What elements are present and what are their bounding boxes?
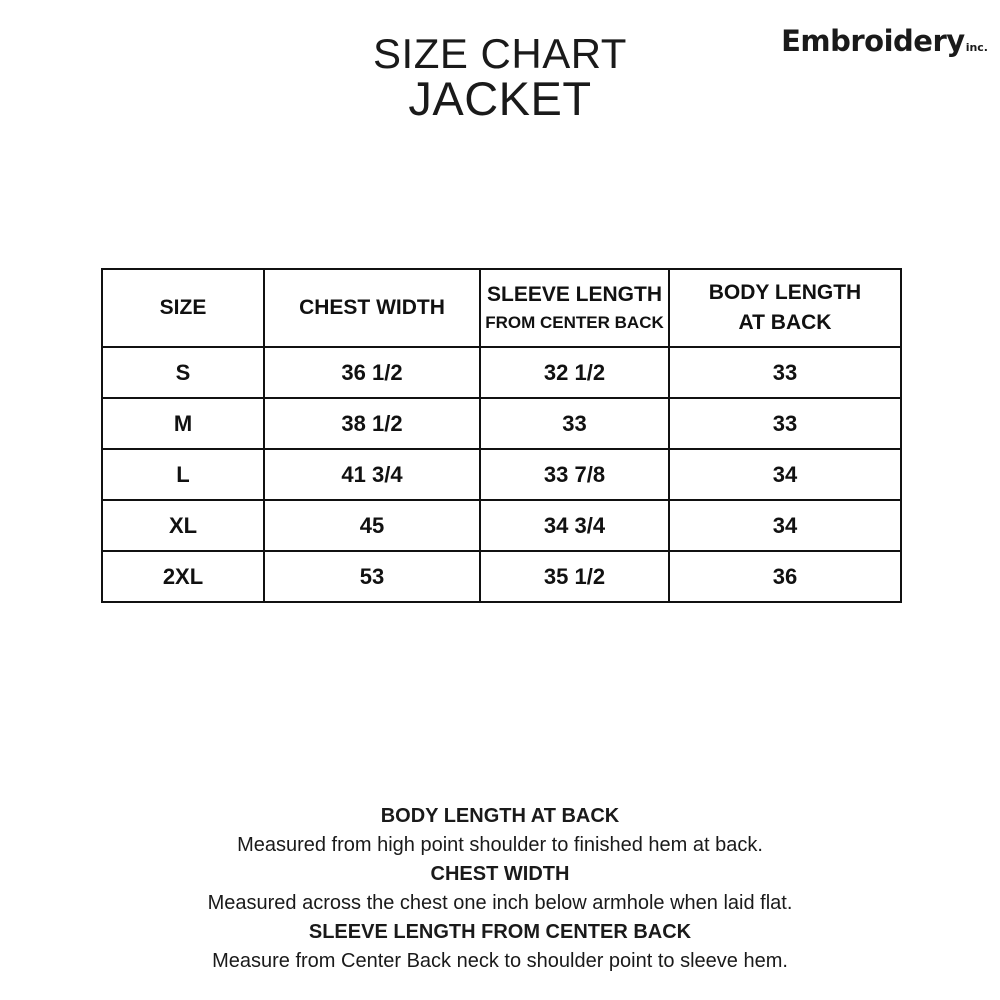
table-row xyxy=(102,449,901,500)
cell-chest-width: 36 1/2 xyxy=(264,347,480,398)
table-header-row xyxy=(102,269,901,347)
cell-sleeve-length: 32 1/2 xyxy=(480,347,669,398)
table-row xyxy=(102,551,901,602)
measurement-notes xyxy=(0,802,1000,976)
note-heading-chest-width: CHEST WIDTH xyxy=(430,863,570,885)
size-chart-table xyxy=(101,268,902,603)
note-heading-sleeve-length: SLEEVE LENGTH FROM CENTER BACK xyxy=(308,921,692,943)
cell-body-length: 33 xyxy=(669,398,901,449)
page-title: SIZE CHART xyxy=(373,30,627,77)
note-text-sleeve-length: Measure from Center Back neck to shoulder point to sleeve hem. xyxy=(212,950,788,972)
brand-logo xyxy=(781,24,988,58)
page-subtitle: JACKET xyxy=(408,72,592,125)
header-body-length-sub: AT BACK xyxy=(738,311,832,334)
table-row xyxy=(102,347,901,398)
header-chest-width: CHEST WIDTH xyxy=(264,269,480,347)
header-body-length: BODY LENGTH AT BACK xyxy=(669,269,901,347)
cell-body-length: 34 xyxy=(669,449,901,500)
cell-chest-width: 53 xyxy=(264,551,480,602)
note-heading-body-length: BODY LENGTH AT BACK xyxy=(380,805,620,827)
cell-chest-width: 38 1/2 xyxy=(264,398,480,449)
note-text-body-length: Measured from high point shoulder to finished hem at back. xyxy=(237,834,763,856)
logo-text: Embroidery xyxy=(781,24,965,58)
header-sleeve-length: SLEEVE LENGTH FROM CENTER BACK xyxy=(480,269,669,347)
cell-size: S xyxy=(102,347,264,398)
cell-chest-width: 41 3/4 xyxy=(264,449,480,500)
cell-sleeve-length: 33 7/8 xyxy=(480,449,669,500)
cell-size: M xyxy=(102,398,264,449)
cell-body-length: 34 xyxy=(669,500,901,551)
cell-chest-width: 45 xyxy=(264,500,480,551)
header-sleeve-length-sub: FROM CENTER BACK xyxy=(485,313,664,332)
table-row xyxy=(102,500,901,551)
cell-body-length: 36 xyxy=(669,551,901,602)
cell-size: L xyxy=(102,449,264,500)
logo-suffix: inc. xyxy=(965,41,988,54)
cell-sleeve-length: 33 xyxy=(480,398,669,449)
cell-sleeve-length: 34 3/4 xyxy=(480,500,669,551)
cell-sleeve-length: 35 1/2 xyxy=(480,551,669,602)
note-text-chest-width: Measured across the chest one inch below armhole when laid flat. xyxy=(207,892,793,914)
table-row xyxy=(102,398,901,449)
cell-size: XL xyxy=(102,500,264,551)
header-size: SIZE xyxy=(102,269,264,347)
cell-body-length: 33 xyxy=(669,347,901,398)
cell-size: 2XL xyxy=(102,551,264,602)
